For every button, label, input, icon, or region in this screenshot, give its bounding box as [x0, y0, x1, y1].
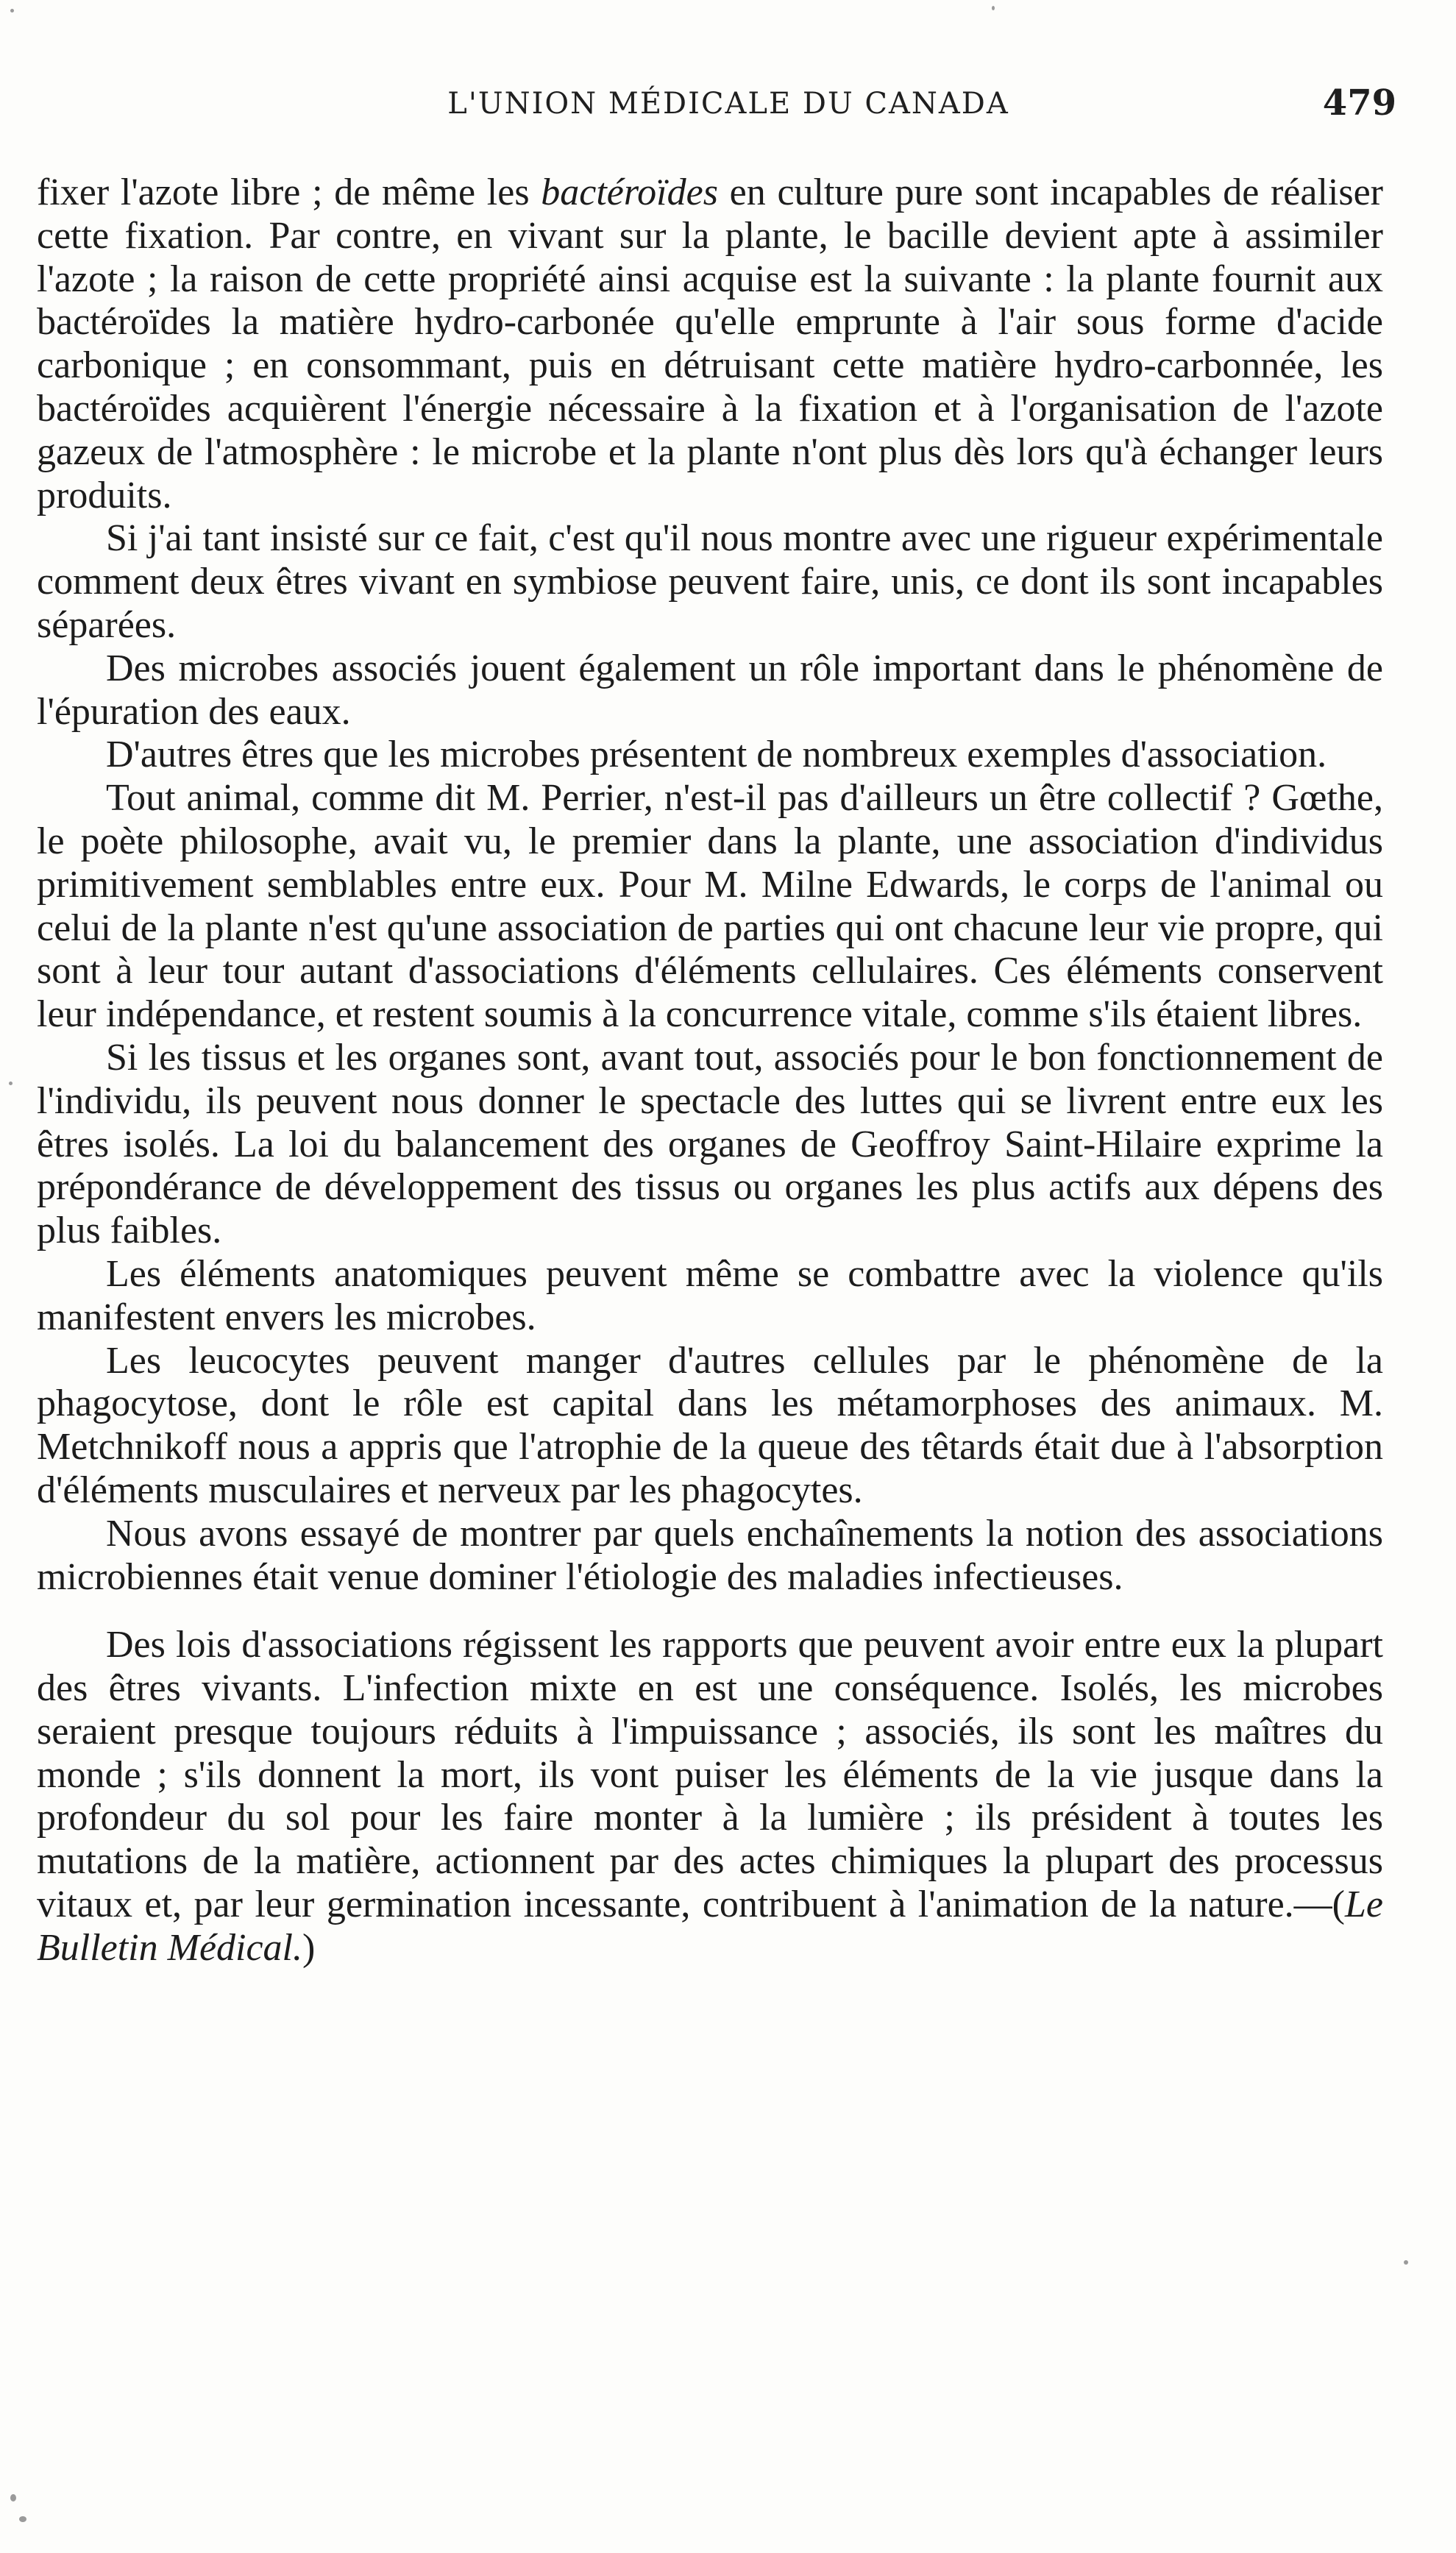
article-body	[37, 171, 1383, 1970]
scan-speck	[992, 6, 995, 10]
scan-speck	[19, 2516, 26, 2522]
paragraph: Tout animal, comme dit M. Perrier, n'est-il pas d'ailleurs un être collectif ? Gœthe, le poète philosophe, avait vu, le premier dans la plante, une association d'individus primitivement semblables entre eux. Pour M. Milne Edwards, le corps de l'animal ou celui de la plante n'est qu'une association de parties qui ont chacune leur vie propre, qui sont à leur tour autant d'associations d'éléments cellulaires. Ces éléments conservent leur indépendance, et restent soumis à la concurrence vitale, comme s'ils étaient libres.	[37, 777, 1383, 1036]
paragraph: Les éléments anatomiques peuvent même se combattre avec la violence qu'ils manifestent envers les microbes.	[37, 1252, 1383, 1338]
paragraph: Si j'ai tant insisté sur ce fait, c'est qu'il nous montre avec une rigueur expérimentale comment deux êtres vivant en symbiose peuvent faire, unis, ce dont ils sont incapables séparées.	[37, 517, 1383, 646]
page-number: 479	[1322, 82, 1396, 124]
paragraph: Nous avons essayé de montrer par quels enchaînements la notion des associations microbiennes était venue dominer l'étiologie des maladies infectieuses.	[37, 1512, 1383, 1598]
scan-speck	[1404, 2260, 1408, 2265]
scan-speck	[10, 9, 14, 13]
italic-term: bactéroïdes	[541, 171, 718, 213]
paragraph: D'autres êtres que les microbes présentent de nombreux exemples d'association.	[106, 734, 1327, 776]
paragraph: Des microbes associés jouent également un rôle important dans le phénomène de l'épuration des eaux.	[37, 647, 1383, 733]
scan-speck	[9, 1082, 13, 1085]
paragraph: Des lois d'associations régissent les rapports que peuvent avoir entre eux la plupart des êtres vivants. L'infection mixte en est une conséquence. Isolés, les microbes seraient presque toujours réduits à l'impuissance ; associés, ils sont les maîtres du monde ; s'ils donnent la mort, ils vont puiser les éléments de la vie jusque dans la profondeur du sol pour les faire monter à la lumière ; ils président à toutes les mutations de la matière, actionnent par des actes chimiques la plupart des processus vitaux et, par leur germination incessante, contribuent à l'animation de la nature.—(Le Bulletin Médical.)	[37, 1624, 1383, 1969]
paragraph: Si les tissus et les organes sont, avant tout, associés pour le bon fonctionnement de l'individu, ils peuvent nous donner le spectacle des luttes qui se livrent entre eux les êtres isolés. La loi du balancement des organes de Geoffroy Saint-Hilaire exprime la prépondérance de développement des tissus ou organes les plus actifs aux dépens des plus faibles.	[37, 1036, 1383, 1252]
paragraph: Les leucocytes peuvent manger d'autres cellules par le phénomène de la phagocytose, dont le rôle est capital dans les métamorphoses des animaux. M. Metchnikoff nous a appris que l'atrophie de la queue des têtards était due à l'absorption d'éléments musculaires et nerveux par les phagocytes.	[37, 1339, 1383, 1511]
paragraph: fixer l'azote libre ; de même les bactéroïdes en culture pure sont incapables de réaliser cette fixation. Par contre, en vivant sur la plante, le bacille devient apte à assimiler l'azote ; la raison de cette propriété ainsi acquise est la suivante : la plante fournit aux bactéroïdes la matière hydro-carbonée qu'elle emprunte à l'air sous forme d'acide carbonique ; en consommant, puis en détruisant cette matière hydro-carbonnée, les bactéroïdes acquièrent l'énergie nécessaire à la fixation et à l'organisation de l'azote gazeux de l'atmosphère : le microbe et la plante n'ont plus dès lors qu'à échanger leurs produits.	[37, 171, 1383, 516]
scan-speck	[10, 2494, 16, 2501]
page-header	[52, 82, 1405, 131]
running-title: L'UNION MÉDICALE DU CANADA	[447, 87, 1009, 121]
source-citation: Le Bulletin Médical.	[37, 1883, 1383, 1969]
